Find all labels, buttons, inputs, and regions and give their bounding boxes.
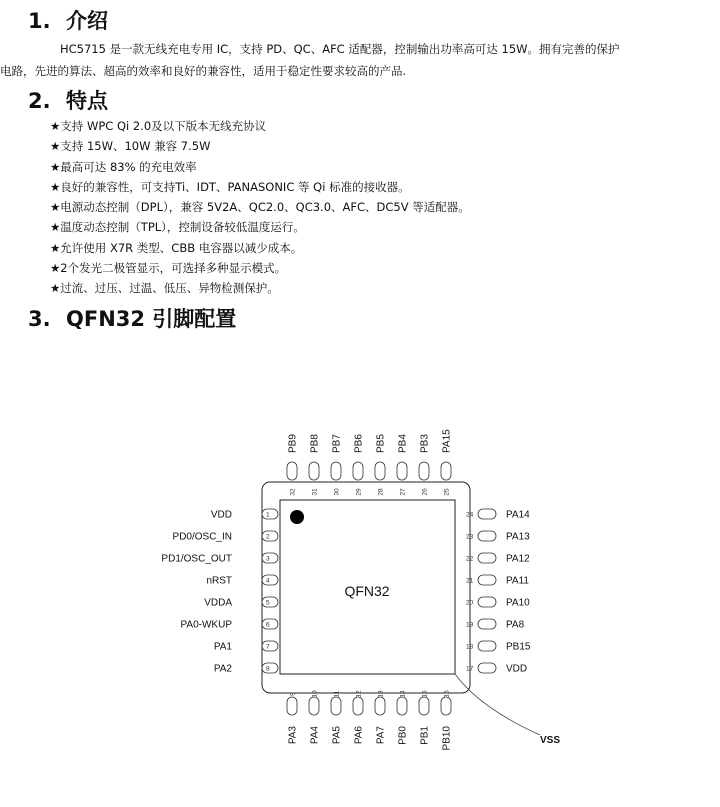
pin-label: PA3 (287, 726, 299, 745)
pin-pad (478, 597, 496, 607)
pin-pad (419, 697, 429, 715)
pin-label: PB1 (419, 726, 431, 745)
pin-label: PA7 (375, 726, 387, 745)
pin-pad (262, 575, 278, 585)
pin-label: PB9 (287, 434, 299, 453)
pin-number: 10 (311, 690, 319, 698)
pin-number: 7 (266, 643, 270, 651)
pin-pad (262, 597, 278, 607)
pin-label: PA12 (506, 553, 530, 565)
pin-label: PD1/OSC_OUT (161, 553, 232, 565)
pin-number: 6 (266, 621, 270, 629)
pin-label: PA0-WKUP (180, 619, 232, 631)
pin-label: VDD (210, 509, 232, 521)
pin-number: 9 (289, 692, 297, 696)
pin-label: VDD (506, 663, 528, 675)
pin-pad (441, 462, 451, 480)
pin-label: PB8 (309, 434, 321, 453)
pin-number: 27 (399, 488, 407, 496)
pin-label: PA5 (331, 726, 343, 745)
pin-label: PB6 (353, 434, 365, 453)
pin-number: 19 (466, 621, 474, 629)
pin-pad (478, 663, 496, 673)
pin-number: 15 (421, 690, 429, 698)
pin-pad (262, 641, 278, 651)
pin-label: PA13 (506, 531, 530, 543)
pin-pad (397, 697, 407, 715)
pin-number: 13 (377, 690, 385, 698)
pin-pad (262, 531, 278, 541)
pin-pad (262, 553, 278, 563)
feature-item: ★过流、过压、过温、低压、异物检测保护。 (50, 281, 279, 296)
pin-label: PD0/OSC_IN (172, 531, 232, 543)
section-title: QFN32 引脚配置 (66, 307, 237, 331)
pin-pad (419, 462, 429, 480)
section-number: 1. (28, 9, 51, 33)
section-title: 特点 (66, 89, 108, 113)
pin-label: PA2 (213, 663, 232, 675)
pin-number: 30 (333, 488, 341, 496)
pin-label: nRST (206, 575, 232, 587)
pin-number: 2 (266, 533, 270, 541)
pin-label: PB10 (441, 726, 453, 751)
pin-number: 14 (399, 690, 407, 698)
pin-pad (287, 697, 297, 715)
feature-item: ★支持 15W、10W 兼容 7.5W (50, 139, 211, 154)
feature-item: ★允许使用 X7R 类型、CBB 电容器以减少成本。 (50, 240, 303, 255)
pin-number: 29 (355, 488, 363, 496)
pin-number: 17 (466, 665, 474, 673)
vss-leader-line (455, 674, 540, 735)
pin-label: PB0 (397, 726, 409, 745)
pin-label: PA8 (506, 619, 525, 631)
pin-number: 24 (466, 511, 474, 519)
pin-pad (331, 697, 341, 715)
pin-pad (309, 697, 319, 715)
pin-label: PA11 (506, 575, 529, 587)
pin-number: 28 (377, 488, 385, 496)
pin-pad (353, 462, 363, 480)
pin-number: 3 (266, 555, 270, 563)
pin-label: PA1 (213, 641, 232, 653)
pin-pad (478, 619, 496, 629)
pin-label: PA14 (506, 509, 530, 521)
feature-item: ★支持 WPC Qi 2.0及以下版本无线充协议 (50, 119, 267, 133)
feature-item: ★2个发光二极管显示，可选择多种显示模式。 (50, 261, 287, 276)
pin-number: 8 (266, 665, 270, 673)
feature-item: ★良好的兼容性，可支持Ti、IDT、PANASONIC 等 Qi 标准的接收器。 (50, 179, 410, 194)
vss-label: VSS (540, 735, 561, 746)
pin-number: 25 (443, 488, 451, 496)
pin-pad (478, 641, 496, 651)
pin-number: 4 (266, 577, 270, 585)
pin-pad (353, 697, 363, 715)
pin-label: PB4 (397, 434, 409, 453)
pin-number: 32 (289, 488, 297, 496)
pin-label: PB15 (506, 641, 531, 653)
pin-pad (331, 462, 341, 480)
pin-number: 16 (443, 690, 451, 698)
feature-item: ★电源动态控制（DPL），兼容 5V2A、QC2.0、QC3.0、AFC、DC5V 等适配器。 (50, 200, 470, 215)
pin-pad (375, 697, 385, 715)
section-number: 2. (28, 89, 51, 113)
pin-number: 21 (466, 577, 474, 585)
section-number: 3. (28, 307, 51, 331)
pin-pad (478, 509, 496, 519)
pin-pad (309, 462, 319, 480)
feature-item: ★温度动态控制（TPL），控制设备较低温度运行。 (50, 220, 305, 235)
pin-pad (262, 619, 278, 629)
pin-label: PB7 (331, 434, 343, 453)
pin-pad (262, 509, 278, 519)
pin-number: 20 (466, 599, 474, 607)
pin-number: 12 (355, 690, 363, 698)
pin-label: PB3 (419, 434, 431, 453)
pin-pad (397, 462, 407, 480)
section-title: 介绍 (66, 9, 108, 33)
pin-number: 26 (421, 488, 429, 496)
pin-pad (375, 462, 385, 480)
pin-number: 31 (311, 488, 319, 496)
pin-pad (287, 462, 297, 480)
pin-label: PB5 (375, 434, 387, 453)
pin-pad (478, 575, 496, 585)
pin-number: 18 (466, 643, 474, 651)
pin-number: 5 (266, 599, 270, 607)
pin-number: 22 (466, 555, 474, 563)
pin-pad (262, 663, 278, 673)
pin-label: VDDA (204, 597, 232, 609)
pin-number: 1 (266, 511, 270, 519)
pin1-marker-dot (290, 510, 304, 524)
pin-pad (478, 531, 496, 541)
intro-line-1: HC5715 是一款无线充电专用 IC，支持 PD、QC、AFC 适配器，控制输出功率高可达 15W。拥有完善的保护 (60, 42, 620, 56)
pin-pad (441, 697, 451, 715)
pin-label: PA15 (441, 429, 453, 453)
pin-label: PA10 (506, 597, 530, 609)
pin-number: 23 (466, 533, 474, 541)
intro-line-2: 电路，先进的算法、超高的效率和良好的兼容性，适用于稳定性要求较高的产品. (0, 64, 407, 78)
pin-label: PA6 (353, 726, 365, 745)
pin-number: 11 (333, 690, 341, 698)
package-name: QFN32 (344, 583, 390, 599)
pin-label: PA4 (309, 726, 321, 745)
feature-item: ★最高可达 83% 的充电效率 (50, 159, 197, 174)
pin-pad (478, 553, 496, 563)
